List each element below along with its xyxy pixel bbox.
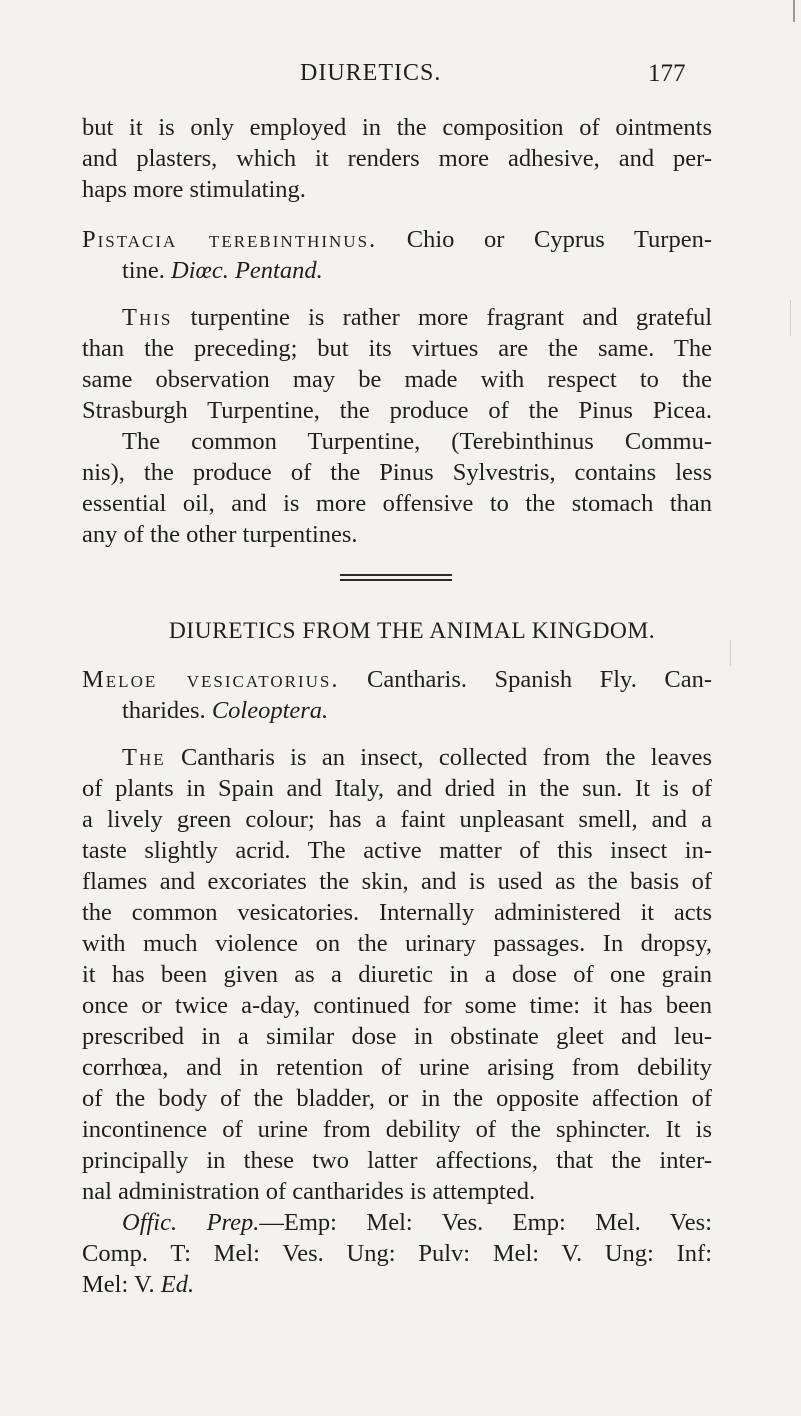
text-line: but it is only employed in the composition of ointments (82, 114, 712, 141)
text-line: once or twice a-day, continued for some time: it has been (82, 992, 712, 1019)
species-name: eloe vesicatorius. (105, 666, 340, 693)
lead-word: The (122, 744, 166, 771)
text-line (82, 742, 712, 773)
section-divider (82, 550, 712, 614)
text-line: prescribed in a similar dose in obstinate gleet and leu- (82, 1023, 712, 1050)
classification: Diœc. Pentand. (171, 257, 323, 284)
paragraph-officinal-preparations (82, 1207, 712, 1300)
text-line: than the preceding; but its virtues are the same. The (82, 335, 712, 362)
entry-heading-line (82, 664, 712, 695)
text-line: haps more stimulating. (82, 176, 306, 203)
text-line: corrhœa, and in retention of urine arising from debility (82, 1054, 712, 1081)
page-number: 177 (648, 60, 686, 87)
entry-initial: P (82, 226, 98, 253)
preparations-label: Offic. Prep. (122, 1209, 260, 1236)
text-span: Cantharis is an insect, collected from the leaves (180, 744, 713, 771)
entry-meloe (82, 664, 712, 726)
paragraph-turpentine (82, 302, 712, 550)
text-line: of the body of the bladder, or in the opposite affection of (82, 1085, 712, 1112)
text-line: and plasters, which it renders more adhesive, and per- (82, 145, 712, 172)
scan-mark (730, 640, 731, 666)
scan-mark (793, 0, 795, 22)
entry-heading-text: tharides. (122, 697, 206, 724)
page-header (0, 60, 801, 100)
text-span: —Emp: Mel: Ves. Emp: Mel. Ves: (259, 1209, 712, 1236)
entry-heading-line (82, 255, 712, 286)
text-line: with much violence on the urinary passages. In dropsy, (82, 930, 712, 957)
entry-heading-line (82, 695, 712, 726)
entry-heading-line (82, 224, 712, 255)
species-name: istacia terebinthinus. (97, 226, 378, 253)
text-line: nal administration of cantharides is attempted. (82, 1178, 536, 1205)
entry-initial: M (82, 666, 106, 693)
text-line (82, 1207, 712, 1238)
text-line: taste slightly acrid. The active matter of this insect in- (82, 837, 712, 864)
section-heading: DIURETICS FROM THE ANIMAL KINGDOM. (168, 618, 656, 644)
text-line: same observation may be made with respect to the (82, 366, 712, 393)
page-body (82, 112, 712, 1300)
divider-rule (340, 579, 452, 581)
text-line: principally in these two latter affections, that the inter- (82, 1147, 712, 1174)
paragraph-ointments (82, 112, 712, 205)
text-line: Comp. T: Mel: Ves. Ung: Pulv: Mel: V. Ung: Inf: (82, 1240, 712, 1267)
text-line: The common Turpentine, (Terebinthinus Commu- (122, 428, 712, 455)
entry-heading-rest: Chio or Cyprus Turpen- (406, 226, 713, 253)
lead-word: This (122, 304, 173, 331)
text-line: essential oil, and is more offensive to the stomach than (82, 490, 712, 517)
edition-abbrev: Ed. (160, 1271, 195, 1298)
classification: Coleoptera. (211, 697, 329, 724)
divider-rule (340, 574, 452, 576)
text-line (82, 1269, 712, 1300)
text-span: Mel: V. (82, 1271, 155, 1298)
text-line: nis), the produce of the Pinus Sylvestris, contains less (82, 459, 712, 486)
running-title: DIURETICS. (300, 60, 442, 86)
text-line: the common vesicatories. Internally administered it acts (82, 899, 712, 926)
paragraph-cantharis (82, 742, 712, 1207)
text-line: incontinence of urine from debility of the sphincter. It is (82, 1116, 712, 1143)
entry-heading-text: tine. (122, 257, 165, 284)
text-line: a lively green colour; has a faint unpleasant smell, and a (82, 806, 712, 833)
text-line: of plants in Spain and Italy, and dried in the sun. It is of (82, 775, 712, 802)
scan-mark (790, 300, 791, 336)
text-line: it has been given as a diuretic in a dose of one grain (82, 961, 712, 988)
entry-heading-rest: Cantharis. Spanish Fly. Can- (366, 666, 712, 693)
entry-pistacia (82, 224, 712, 286)
text-span: turpentine is rather more fragrant and grateful (190, 304, 712, 331)
text-line: Strasburgh Turpentine, the produce of the Pinus Picea. (82, 397, 712, 424)
text-line: any of the other turpentines. (82, 521, 358, 548)
text-line (82, 302, 712, 333)
text-line: flames and excoriates the skin, and is used as the basis of (82, 868, 712, 895)
